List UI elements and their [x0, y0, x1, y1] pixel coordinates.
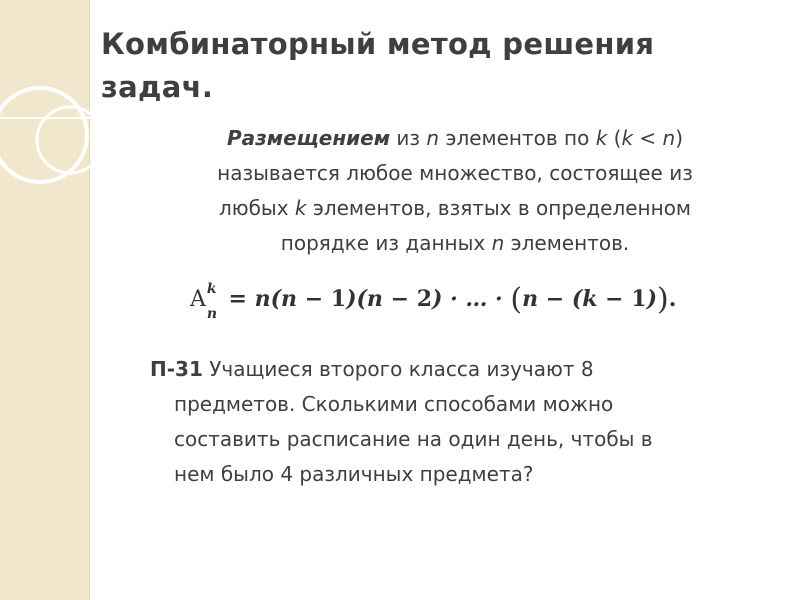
formula-number: 1	[631, 286, 647, 312]
var-n: n	[662, 126, 676, 150]
formula-big-paren: )	[656, 282, 669, 317]
var-k: k	[294, 196, 307, 220]
definition-text: элементов по	[439, 126, 596, 150]
formula-part: )(n −	[346, 286, 417, 312]
problem-line-4: нем было 4 различных предмета?	[174, 462, 534, 486]
formula-part: ) · … ·	[432, 286, 511, 312]
definition-text: порядке из данных	[280, 231, 492, 255]
problem-code: П-31	[150, 357, 203, 381]
formula-subscript: n	[206, 306, 218, 322]
formula-part: )	[646, 286, 657, 312]
definition-text: элементов, взятых в определенном	[306, 196, 692, 220]
problem-text: Учащиеся второго класса изучают 8	[202, 357, 594, 381]
ring-large	[0, 88, 87, 182]
title-line-1: Комбинаторный метод решения	[101, 27, 655, 61]
definition-line-2: называется любое множество, состоящее из	[217, 161, 693, 185]
formula-number: 2	[416, 286, 432, 312]
title-line-2: задач.	[101, 70, 214, 104]
formula-part: = n(n −	[220, 286, 331, 312]
definition-line-3	[146, 191, 764, 226]
formula-scripts	[206, 281, 221, 322]
formula-symbol-a: A	[190, 287, 206, 312]
problem-line-1	[150, 352, 770, 387]
definition-text: <	[633, 126, 663, 150]
definition-text: из	[390, 126, 427, 150]
slide-title	[101, 23, 781, 109]
definition-text: )	[675, 126, 684, 150]
formula-number: 1	[330, 286, 347, 312]
formula-rhs	[220, 282, 677, 317]
definition-paragraph	[146, 121, 764, 261]
definition-text: элементов.	[504, 231, 630, 255]
var-n: n	[426, 126, 440, 150]
ring-small	[37, 107, 103, 173]
problem-paragraph	[150, 352, 770, 492]
definition-line-4	[146, 226, 764, 261]
formula-big-paren: (	[510, 282, 523, 317]
var-k: k	[595, 126, 608, 150]
definition-line-1	[146, 121, 764, 156]
formula-superscript: k	[206, 281, 217, 297]
definition-text: любых	[218, 196, 295, 220]
formula-part: n − (k −	[522, 286, 632, 312]
definition-text: (	[607, 126, 622, 150]
formula-period: .	[668, 286, 677, 312]
var-n: n	[491, 231, 505, 255]
problem-line-2: предметов. Сколькими способами можно	[174, 392, 614, 416]
arrangement-formula	[190, 281, 677, 322]
problem-line-3: составить расписание на один день, чтобы в	[174, 427, 653, 451]
definition-term: Размещением	[226, 126, 391, 150]
var-k: k	[621, 126, 634, 150]
